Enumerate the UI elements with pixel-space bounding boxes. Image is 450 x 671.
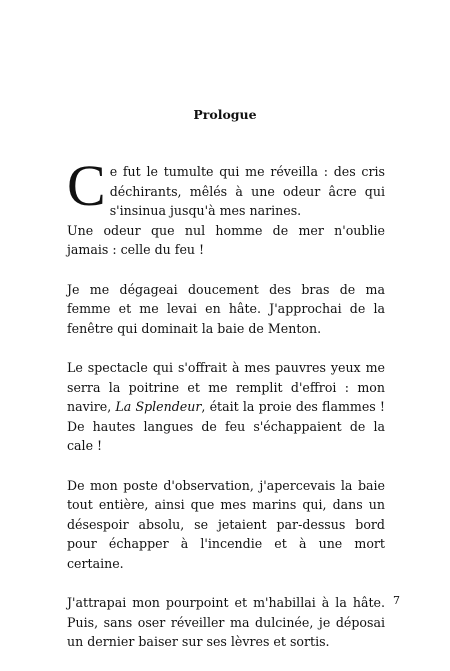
chapter-title: Prologue [193,107,257,122]
paragraph-6: J'attrapai mon pourpoint et m'habillai à la hâte. Puis, sans oser réveiller ma dulcinée, je déposai un dernier baiser sur ses lèvres et sortis. [67,595,385,650]
drop-cap: C [67,153,106,218]
page-number: 7 [393,594,400,607]
paragraph-1-text: e fut le tumulte qui me réveilla : des cris déchirants, mêlés à une odeur âcre qui s'insinua jusqu'à mes narines. [109,164,385,219]
paragraph-4-text-after: , était la proie des flammes ! De hautes langues de feu s'échappaient de la cale ! [67,399,385,454]
paragraph-4-text-before: Le spectacle qui s'offrait à mes pauvres yeux me serra la poitrine et me remplit d'effroi : mon navire, [67,359,385,415]
paragraph-1 [67,153,385,221]
paragraph-3: Je me dégageai doucement des bras de ma femme et me levai en hâte. J'approchai de la fenêtre qui dominait la baie de Menton. [67,281,385,336]
paragraph-5: De mon poste d'observation, j'apercevais la baie tout entière, ainsi que mes marins qui, dans un désespoir absolu, se jetaient par-dessus bord pour échapper à l'incendie et à une mort certaine. [67,477,385,571]
ship-name: La Splendeur [115,399,202,415]
paragraph-4 [67,358,385,456]
body-text [67,153,385,671]
paragraph-2: Une odeur que nul homme de mer n'oublie jamais : celle du feu ! [67,222,385,258]
